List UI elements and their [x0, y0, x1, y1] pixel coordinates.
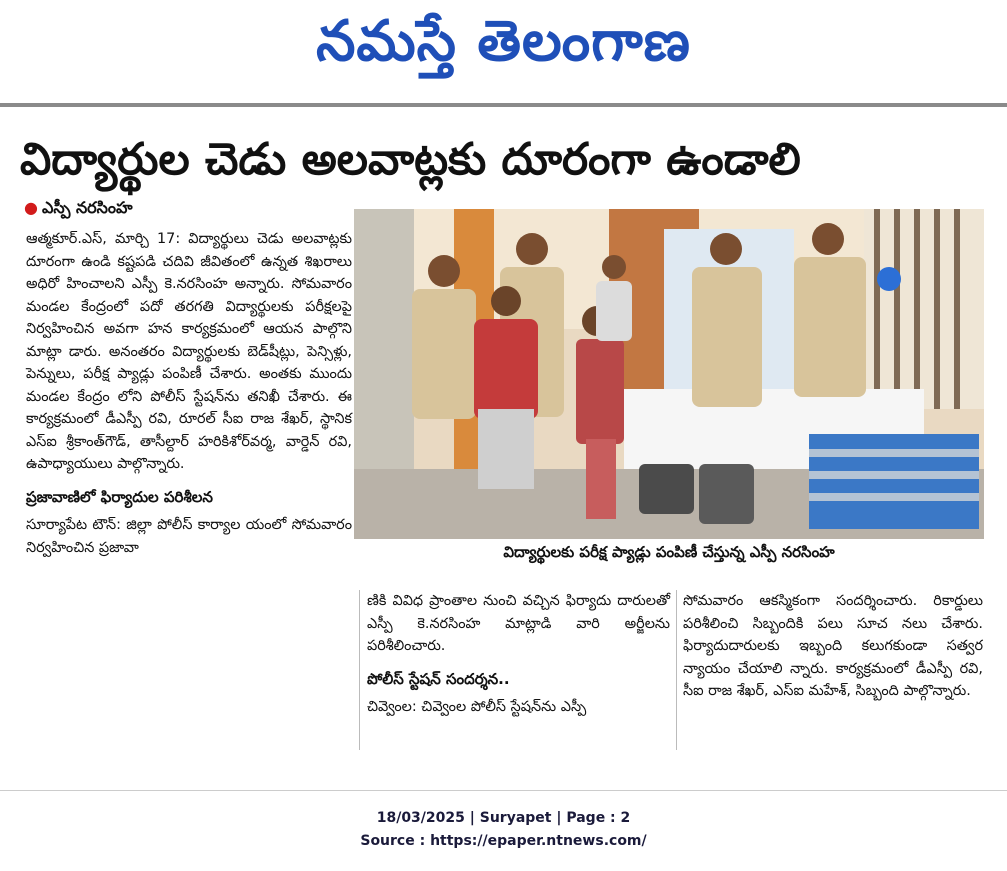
article-photo — [354, 209, 984, 539]
photo-illustration — [354, 209, 984, 539]
footer-divider — [0, 790, 1007, 791]
masthead — [0, 0, 1007, 100]
column-1-subhead: ప్రజావాణిలో ఫిర్యాదుల పరిశీలన — [26, 487, 213, 506]
column-divider — [676, 590, 677, 750]
photo-caption: విద్యార్థులకు పరీక్ష ప్యాడ్లు పంపిణీ చేస్తున్న ఎస్పీ నరసింహ — [503, 543, 835, 561]
article-byline — [24, 198, 133, 221]
byline-text: ఎస్పీ నరసింహ — [41, 198, 133, 217]
newspaper-logo: నమస్తే తెలంగాణ — [316, 9, 691, 74]
column-1-body: ఆత్మకూర్.ఎస్, మార్చి 17: విద్యార్థులు చెడు అలవాట్లకు దూరంగా ఉండి కష్టపడి చదివి జీవితంలో ఉన్నత శిఖరాలు అధిరో హించాలని ఎస్పీ కె.నరసింహ అన్నారు. సోమవారం మండల కేంద్రంలో పదో తరగతి విద్యార్థులకు పరీక్షలపై నిర్వహించిన అవగా హన కార్యక్రమంలో ఆయన పాల్గొని మాట్లా డారు. అనంతరం విద్యార్థులకు బెడ్‌షీట్లు, పెన్సిళ్లు, పెన్నులు, పరీక్ష ప్యాడ్లు పంపిణీ చేశారు. అంతకు ముందు మండల కేంద్రం లోని పోలీస్ స్టేషన్‌ను తనిఖీ చేశారు. ఈ కార్యక్రమంలో డీఎస్పీ రవి, రూరల్ సీఐ రాజ శేఖర్, స్థానిక ఎస్ఐ శ్రీకాంత్‌గౌడ్, తాసీల్దార్ హరికిశోర్‌వర్మ, వార్డెన్ రవి, ఉపాధ్యాయులు పాల్గొన్నారు. — [26, 231, 352, 472]
column-2-body: ణికి వివిధ ప్రాంతాల నుంచి వచ్చిన ఫిర్యాదు దారులతో ఎస్పీ కె.నరసింహ మాట్లాడి వారి అర్జీలను పరిశీలించారు. — [367, 593, 670, 654]
column-divider — [359, 590, 360, 750]
article-column-1 — [26, 228, 352, 559]
masthead-divider — [0, 103, 1007, 107]
column-2-subhead: పోలీస్ స్టేషన్ సందర్శన.. — [367, 669, 510, 688]
column-2-body-2: చివ్వెంల: చివ్వెంల పోలీస్ స్టేషన్‌ను ఎస్పీ — [367, 699, 587, 715]
article-column-3 — [683, 590, 983, 703]
edition-info: 18/03/2025 | Suryapet | Page : 2 — [376, 810, 631, 826]
article-headline: విద్యార్థుల చెడు అలవాట్లకు దూరంగా ఉండాలి — [20, 134, 801, 185]
column-3-body: సోమవారం ఆకస్మికంగా సందర్శించారు. రికార్డులు పరిశీలించి సిబ్బందికి పలు సూచ నలు చేశారు. ఫిర్యాదుదారులకు ఇబ్బంది కలుగకుండా సత్వర న్యాయం చేయాలి న్నారు. కార్యక్రమంలో డీఎస్పీ రవి, సీఐ రాజ శేఖర్, ఎస్ఐ మహేశ్, సిబ్బంది పాల్గొన్నారు. — [683, 593, 983, 699]
bullet-icon: ● — [24, 198, 38, 217]
column-1-body-2: సూర్యాపేట టౌన్: జిల్లా పోలీస్ కార్యాల యంలో సోమవారం నిర్వహించిన ప్రజావా — [26, 517, 352, 556]
article-column-2 — [367, 590, 670, 719]
source-link[interactable]: Source : https://epaper.ntnews.com/ — [360, 833, 647, 849]
